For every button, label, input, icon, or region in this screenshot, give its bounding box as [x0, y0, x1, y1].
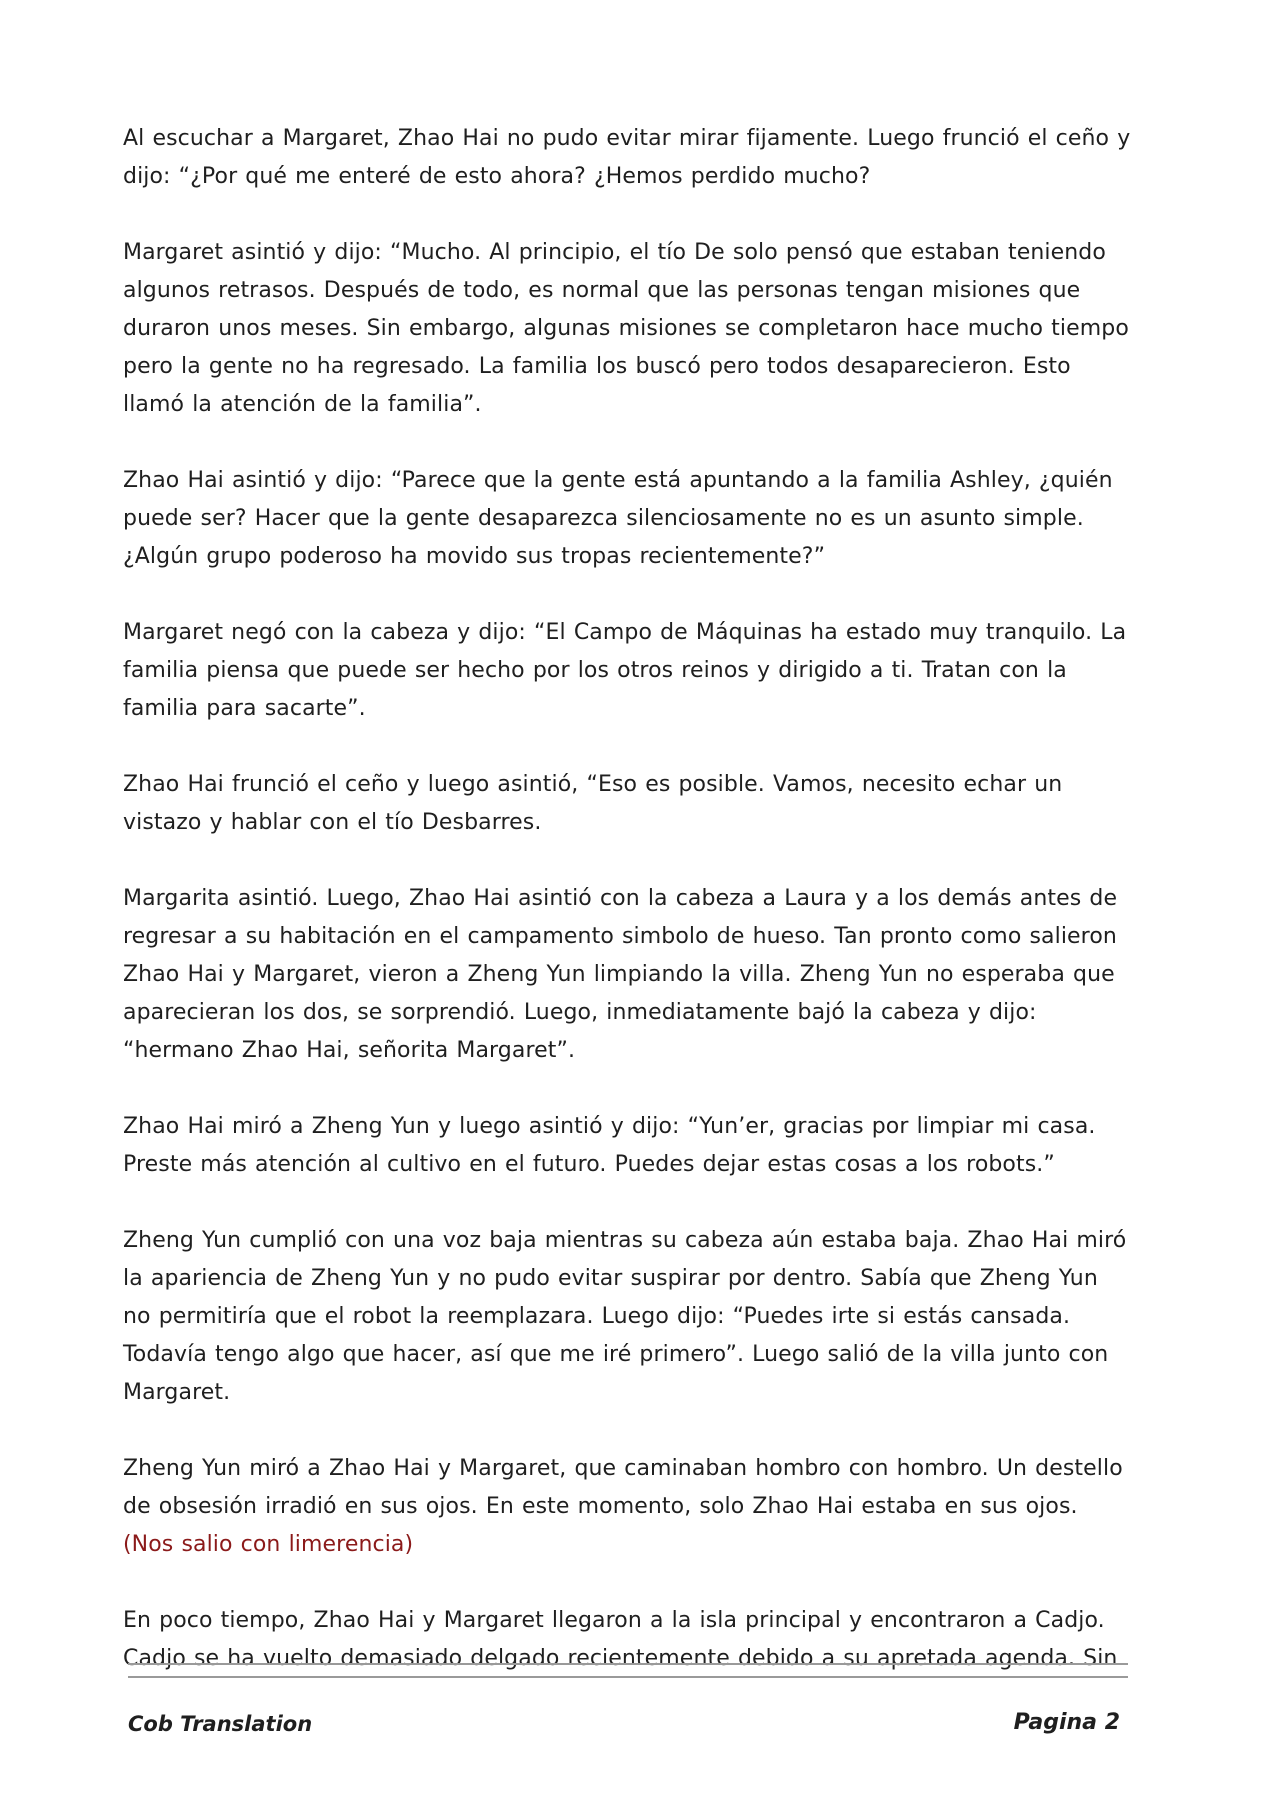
footer-rule-top: [128, 1663, 1128, 1665]
paragraph-1: Al escuchar a Margaret, Zhao Hai no pudo evitar mirar fijamente. Luego frunció el ceño y dijo: “¿Por qué me enteré de esto ahora? ¿Hemos perdido mucho?: [123, 126, 1131, 189]
paragraph-4: Margaret negó con la cabeza y dijo: “El Campo de Máquinas ha estado muy tranquilo. La familia piensa que puede ser hecho por los otros reinos y dirigido a ti. Tratan con la familia para sacarte”.: [123, 620, 1127, 721]
footer-rule-bottom: [128, 1676, 1128, 1678]
paragraph-8: Zheng Yun cumplió con una voz baja mientras su cabeza aún estaba baja. Zhao Hai miró la apariencia de Zheng Yun y no pudo evitar suspirar por dentro. Sabía que Zheng Yun no permitiría que el robot la reemplazara. Luego dijo: “Puedes irte si estás cansada. Todavía tengo algo que hacer, así que me iré primero”. Luego salió de la villa junto con Margaret.: [123, 1228, 1127, 1405]
paragraph-5: Zhao Hai frunció el ceño y luego asintió, “Eso es posible. Vamos, necesito echar un vistazo y hablar con el tío Desbarres.: [123, 772, 1063, 835]
paragraph-3: Zhao Hai asintió y dijo: “Parece que la gente está apuntando a la familia Ashley, ¿quién puede ser? Hacer que la gente desaparezca silenciosamente no es un asunto simple. ¿Algún grupo poderoso ha movido sus tropas recientemente?”: [123, 468, 1113, 569]
footer-page-number: Pagina 2: [1013, 1710, 1120, 1735]
page-body: [123, 120, 1133, 1716]
paragraph-9-text: Zheng Yun miró a Zhao Hai y Margaret, que caminaban hombro con hombro. Un destello de obsesión irradió en sus ojos. En este momento, solo Zhao Hai estaba en sus ojos.: [123, 1456, 1123, 1519]
paragraph-2: Margaret asintió y dijo: “Mucho. Al principio, el tío De solo pensó que estaban teniendo algunos retrasos. Después de todo, es normal que las personas tengan misiones que duraron unos meses. Sin embargo, algunas misiones se completaron hace mucho tiempo pero la gente no ha regresado. La familia los buscó pero todos desaparecieron. Esto llamó la atención de la familia”.: [123, 240, 1129, 417]
paragraph-7: Zhao Hai miró a Zheng Yun y luego asintió y dijo: “Yun’er, gracias por limpiar mi casa. Preste más atención al cultivo en el futuro. Puedes dejar estas cosas a los robots.”: [123, 1114, 1096, 1177]
paragraph-9: [123, 1450, 1133, 1564]
paragraph-10: En poco tiempo, Zhao Hai y Margaret llegaron a la isla principal y encontraron a Cadjo. Cadjo se ha vuelto demasiado delgado recientemente debido a su apretada agenda. Sin: [123, 1608, 1118, 1671]
translator-note: (Nos salio con limerencia): [123, 1532, 414, 1557]
footer-translator-credit: Cob Translation: [128, 1712, 313, 1736]
paragraph-6: Margarita asintió. Luego, Zhao Hai asintió con la cabeza a Laura y a los demás antes de regresar a su habitación en el campamento simbolo de hueso. Tan pronto como salieron Zhao Hai y Margaret, vieron a Zheng Yun limpiando la villa. Zheng Yun no esperaba que aparecieran los dos, se sorprendió. Luego, inmediatamente bajó la cabeza y dijo: “hermano Zhao Hai, señorita Margaret”.: [123, 886, 1118, 1063]
